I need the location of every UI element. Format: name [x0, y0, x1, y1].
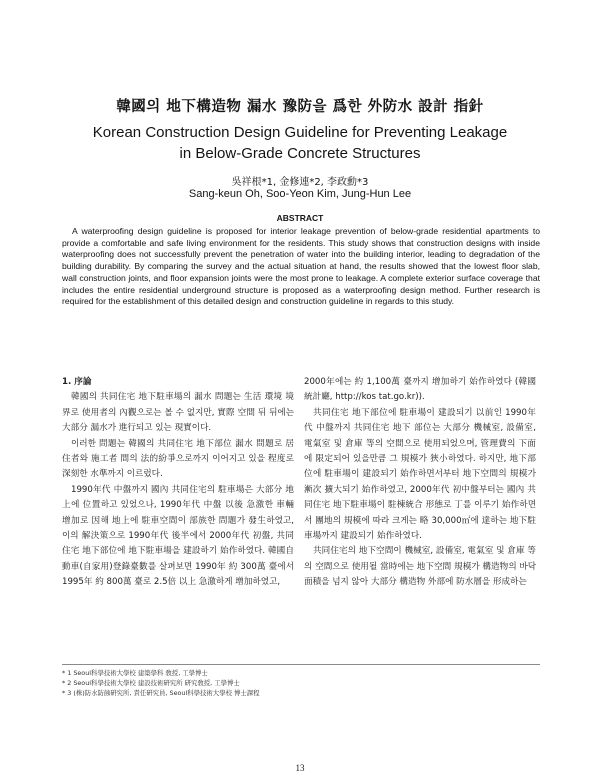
section-heading: 1. 序論 — [62, 377, 92, 387]
body-paragraph: 共同住宅 地下部位에 駐車場이 建設되기 以前인 1990年代 中盤까지 共同住宅 地下 部位는 大部分 機械室, 設備室, 電氣室 및 倉庫 等의 空間으로 使用되었으며, 管理費의 下面에 限定되어 있을만큼 그 規模가 狹小하였다. 하지만, 地下部位에 駐車場이 建設되기 始作하면서부터 地下空間의 規模가 漸次 擴大되기 始作하였고, 2000年代 初中盤부터는 國內 共同住宅 地下駐車場이 駐棟統合 形態로 丁를 이루기 始作하면서 團地의 規模에 따라 크게는 略 30,000㎡에 達하는 地下駐車場까지 建設되기 始作하였다. — [304, 407, 536, 542]
abstract-heading: ABSTRACT — [276, 213, 324, 223]
footnote: * 2 Seoul科學技術大學校 建設技術硏究所 硏究敎授, 工學博士 — [62, 679, 240, 687]
authors-korean: 吳祥根*1, 金修連*2, 李政勳*3 — [231, 177, 369, 188]
footnote: * 3 (株)防水防蝕硏究所, 責任硏究員, Seoul科學技術大學校 博士課程 — [62, 689, 260, 697]
title-english — [0, 122, 600, 164]
footnote-divider — [62, 664, 540, 665]
footnote: * 1 Seoul科學技術大學校 建築學科 敎授, 工學博士 — [62, 669, 208, 677]
authors-english: Sang-keun Oh, Soo-Yeon Kim, Jung-Hun Lee — [188, 188, 412, 200]
body-column-right — [304, 375, 536, 591]
body-paragraph: 共同住宅의 地下空間이 機械室, 設備室, 電氣室 및 倉庫 等의 空間으로 使用될 當時에는 地下空間 規模가 構造物의 바닥 面積을 넘지 않아 大部分 構造物 外部에 防水層을 形成하는 — [304, 546, 536, 588]
page-number: 13 — [295, 763, 305, 773]
footnotes — [62, 668, 540, 698]
body-paragraph: 2000年에는 約 1,100萬 臺까지 增加하기 始作하였다 (韓國統計廳, http://kos tat.go.kr)). — [304, 377, 536, 403]
body-column-left — [62, 375, 294, 591]
abstract-body: A waterproofing design guideline is proposed for interior leakage prevention of below-grade residential apartments to provide a comfortable and safe living environment for the residents. This study shows that construction designs with inside waterproofing does not successfully prevent the penetration of water into the building interior, leading to degradation of the building durability. By comparing the survey and the actual situation at hand, the results showed that the lowest floor slab, wall construction joints, and floor expansion joints were the most prone to leakage. A complete exterior surface coverage that includes the entire residential underground structure is proposed as a waterproofing design method. Further research is required for the establishment of this detailed design and construction guideline in regards to this study. — [62, 226, 540, 307]
title-korean: 韓國의 地下構造物 漏水 豫防을 爲한 外防水 設計 指針 — [116, 99, 484, 115]
body-paragraph: 이러한 問題는 韓國의 共同住宅 地下部位 漏水 問題로 居住者와 施工者 間의 法的紛爭으로까지 이어지고 있을 程度로 深刻한 水準까지 이르렀다. — [62, 438, 294, 480]
title-english-line-1: Korean Construction Design Guideline for Preventing Leakage — [92, 124, 508, 141]
title-english-line-2: in Below-Grade Concrete Structures — [179, 145, 421, 162]
body-paragraph: 韓國의 共同住宅 地下駐車場의 漏水 問題는 生活 環境 境界로 使用者의 內觀으로는 볼 수 없지만, 實際 空間 뒤 뒤에는 大部分 漏水가 進行되고 있는 現實이다. — [62, 392, 294, 434]
body-paragraph: 1990年代 中盤까지 國內 共同住宅의 駐車場은 大部分 地上에 位置하고 있었으나, 1990年代 中盤 以後 急激한 車輛 增加로 因해 地上에 駐車空間이 部族한 問題가 發生하였고, 이의 解決策으로 1990年代 後半에서 2000年代 初盤, 共同住宅 地下部位에 地下駐車場을 建設하기 始作하였다. 韓國自動車(自家用)登錄臺數를 살펴보면 1990年 約 300萬 臺에서 1995年 約 800萬 臺로 2.5倍 以上 急激하게 增加하였고, — [62, 484, 294, 588]
